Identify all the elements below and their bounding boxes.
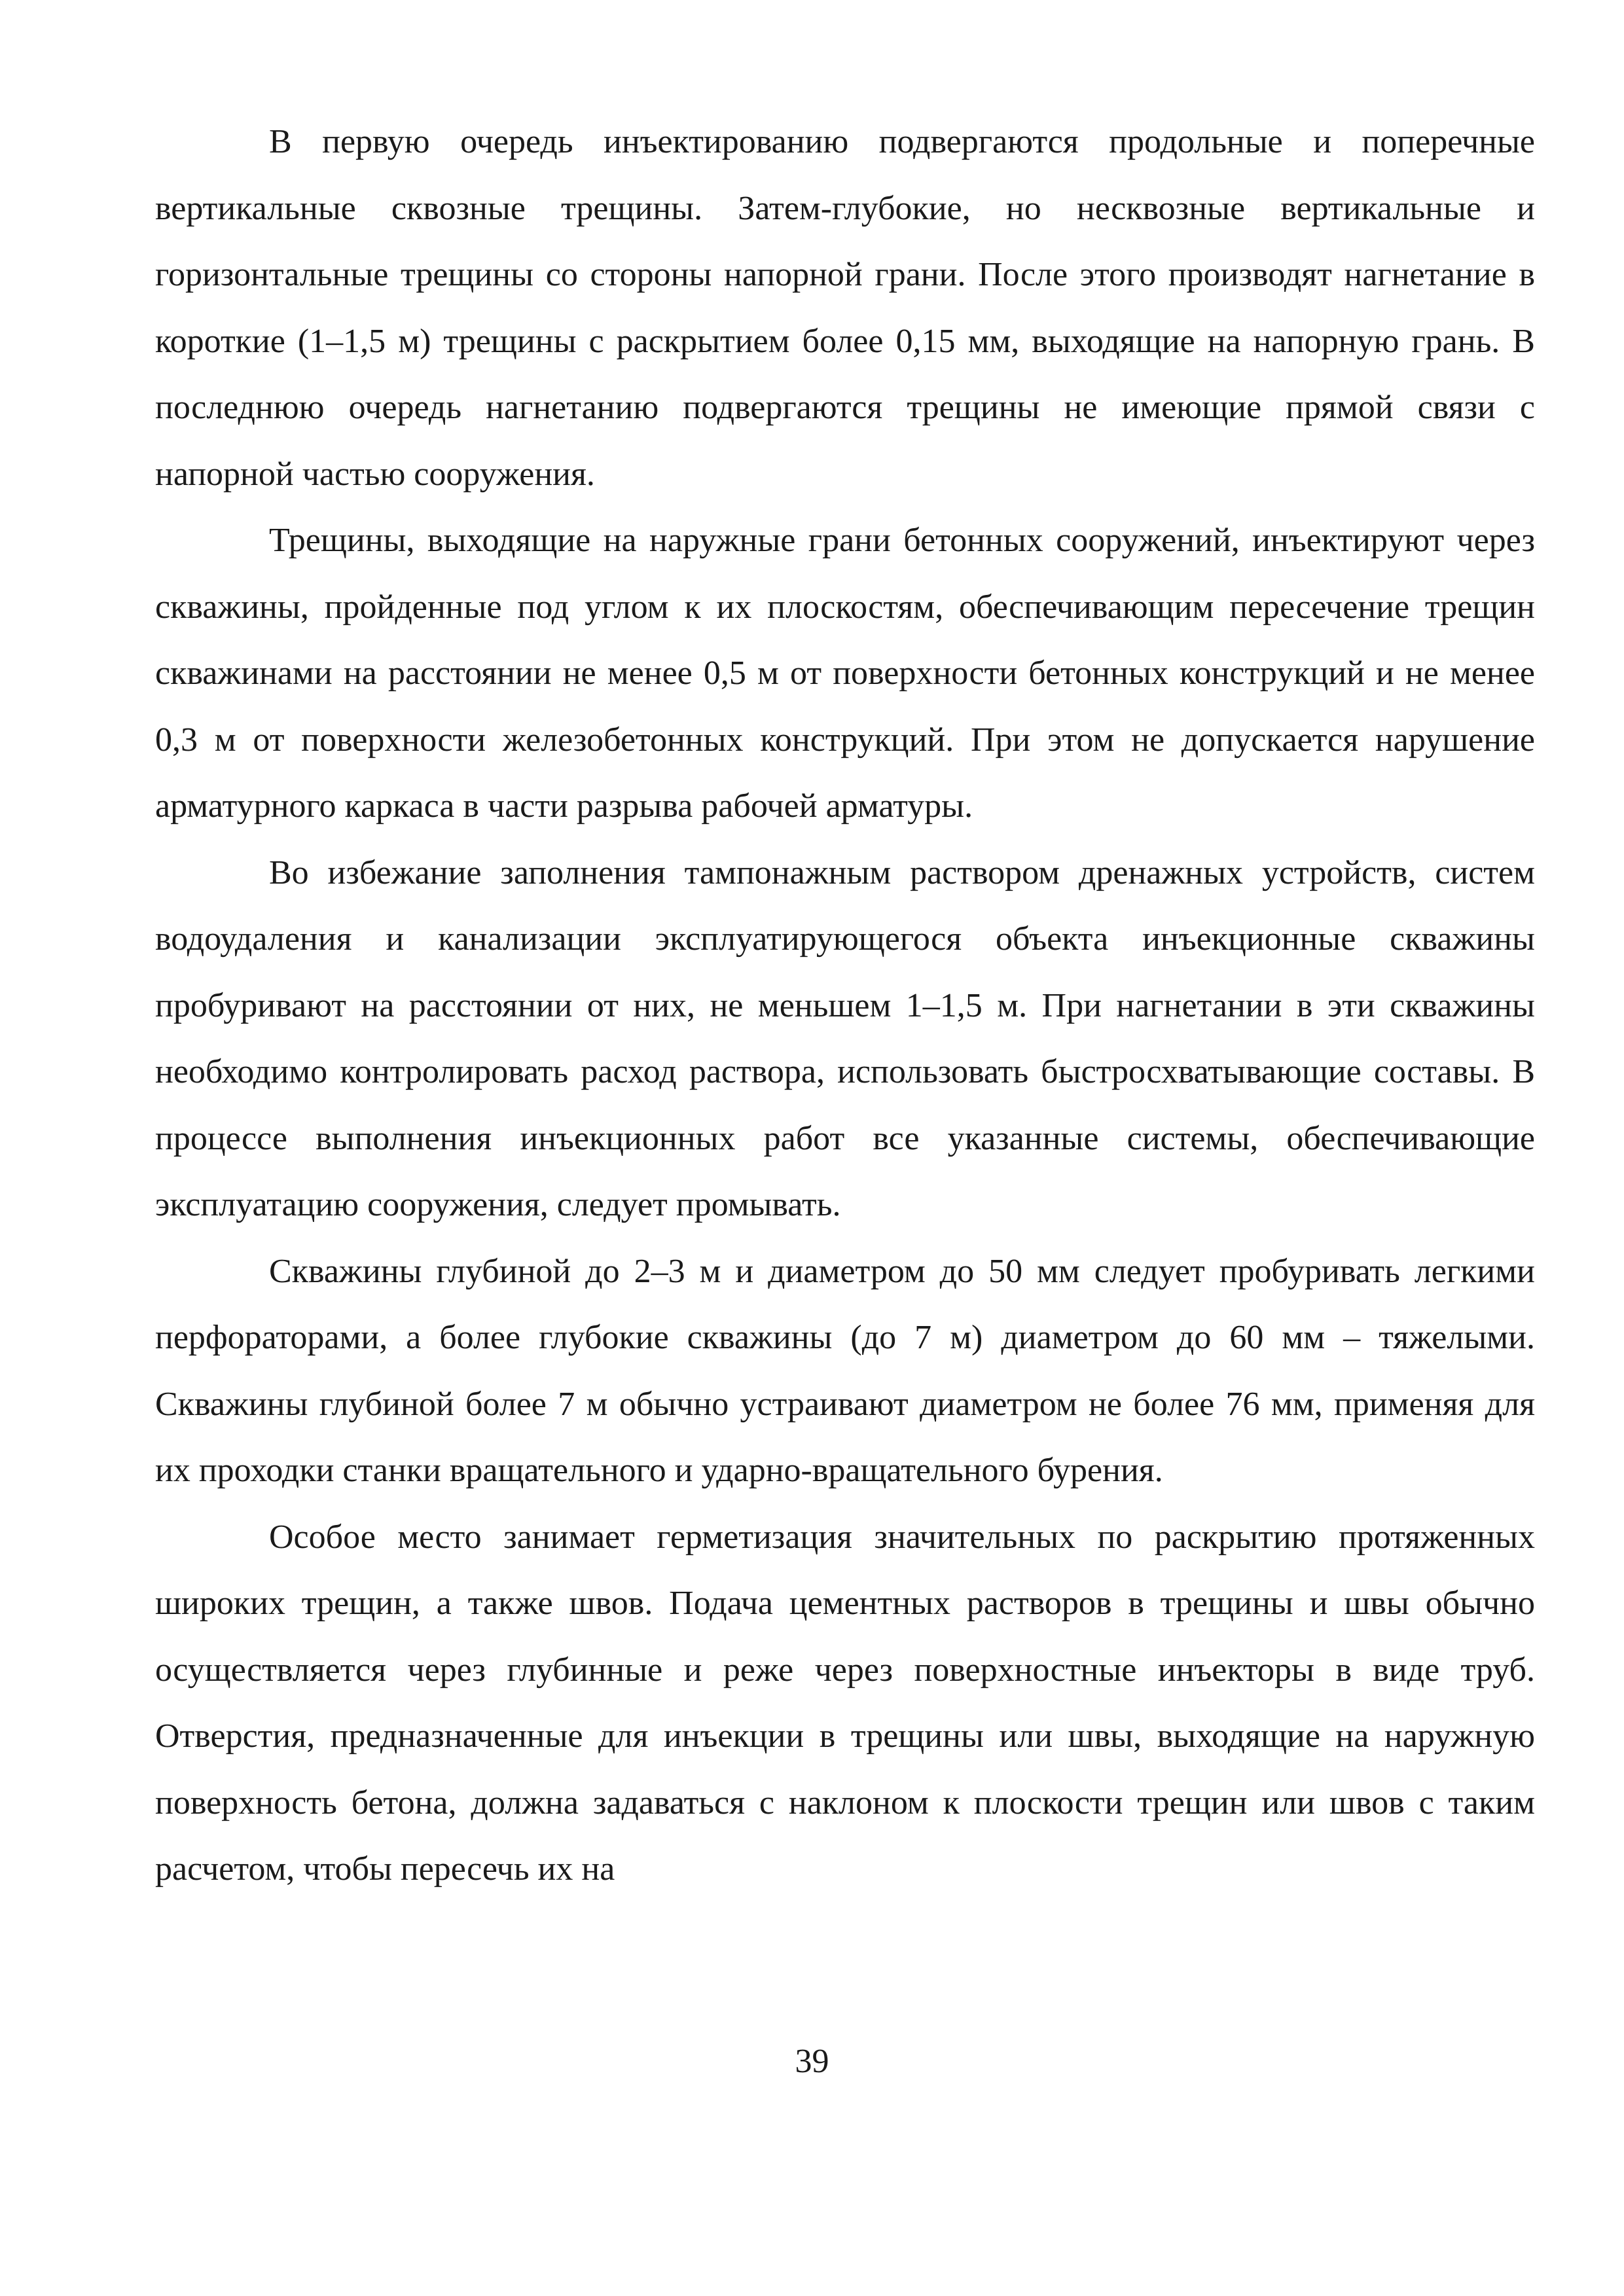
body-text bbox=[155, 109, 1535, 1903]
paragraph-5: Особое место занимает герметизация значительных по раскрытию протяженных широких трещин, а также швов. Подача цементных растворов в трещины и швы обычно осуществляется через глубинные и реже через поверхностные инъекторы в виде труб. Отверстия, предназначенные для инъекции в трещины или швы, выходящие на наружную поверхность бетона, должна задаваться с наклоном к плоскости трещин или швов с таким расчетом, чтобы пересечь их на bbox=[155, 1518, 1535, 1888]
paragraph-1: В первую очередь инъектированию подвергаются продольные и поперечные вертикальные сквозные трещины. Затем-глубокие, но несквозные вертикальные и горизонтальные трещины со стороны напорной грани. После этого производят нагнетание в короткие (1–1,5 м) трещины с раскрытием более 0,15 мм, выходящие на напорную грань. В последнюю очередь нагнетанию подвергаются трещины не имеющие прямой связи с напорной частью сооружения. bbox=[155, 123, 1535, 493]
paragraph-2: Трещины, выходящие на наружные грани бетонных сооружений, инъектируют через скважины, пройденные под углом к их плоскостям, обеспечивающим пересечение трещин скважинами на расстоянии не менее 0,5 м от поверхности бетонных конструкций и не менее 0,3 м от поверхности железобетонных конструкций. При этом не допускается нарушение арматурного каркаса в части разрыва рабочей арматуры. bbox=[155, 522, 1535, 825]
paragraph-3: Во избежание заполнения тампонажным раствором дренажных устройств, систем водоудаления и канализации эксплуатирующегося объекта инъекционные скважины пробуривают на расстоянии от них, не меньшем 1–1,5 м. При нагнетании в эти скважины необходимо контролировать расход раствора, использовать быстросхватывающие составы. В процессе выполнения инъекционных работ все указанные системы, обеспечивающие эксплуатацию сооружения, следует промывать. bbox=[155, 853, 1535, 1223]
paragraph-4: Скважины глубиной до 2–3 м и диаметром до 50 мм следует пробуривать легкими перфораторами, а более глубокие скважины (до 7 м) диаметром до 60 мм – тяжелыми. Скважины глубиной более 7 м обычно устраивают диаметром не более 76 мм, применяя для их проходки станки вращательного и ударно-вращательного бурения. bbox=[155, 1252, 1535, 1489]
page-number: 39 bbox=[795, 2043, 829, 2080]
